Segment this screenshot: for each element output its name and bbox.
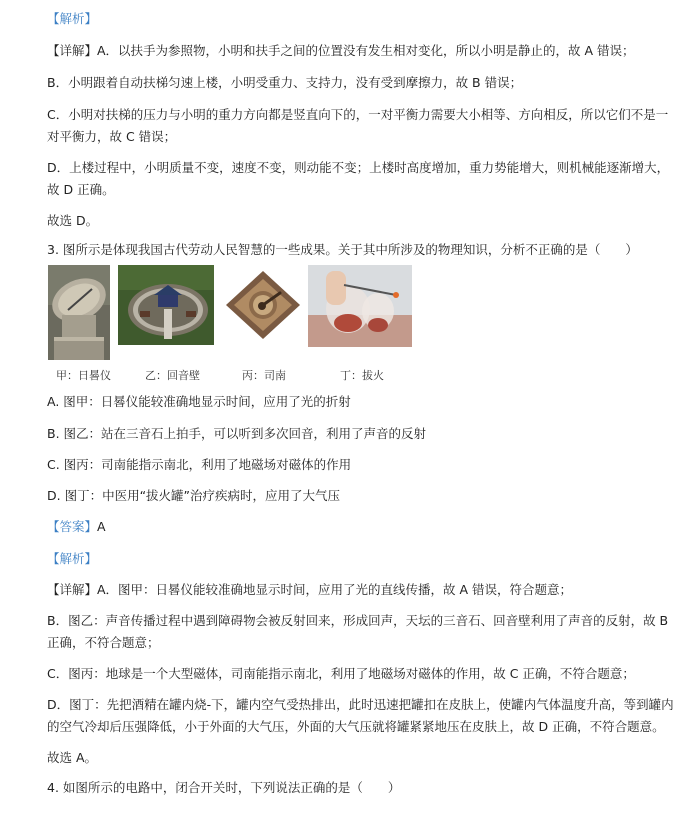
caption-south-pointer: 丙：司南	[242, 369, 286, 382]
choose-d: 故选 D。	[47, 213, 99, 228]
option-d: D. 图丁：中医用“拔火罐”治疗疾病时，应用了大气压	[47, 488, 341, 503]
caption-echo-wall: 乙：回音壁	[145, 369, 200, 382]
option-a: A. 图甲：日晷仪能较准确地显示时间，应用了光的折射	[47, 394, 351, 409]
caption-cupping: 丁：拔火	[340, 369, 384, 382]
question-4-stem: 4. 如图所示的电路中，闭合开关时，下列说法正确的是（ ）	[47, 780, 401, 795]
explanation-d-2: 的空气冷却后压强降低，小于外面的大气压，外面的大气压就将罐紧紧地压在皮肤上，故 D 正确，不符合题意。	[47, 719, 665, 734]
explanation-b-2: 正确，不符合题意；	[47, 635, 160, 650]
option-c-explanation-1: C．小明对扶梯的压力与小明的重力方向都是竖直向下的，一对平衡力需要大小相等、方向相反，所以它们不是一	[47, 107, 669, 122]
option-b: B. 图乙：站在三音石上拍手，可以听到多次回音，利用了声音的反射	[47, 426, 427, 441]
option-b-explanation: B．小明跟着自动扶梯匀速上楼，小明受重力、支持力，没有受到摩擦力，故 B 错误；	[47, 75, 523, 90]
sundial-image	[48, 265, 110, 360]
analysis-tag-2: 【解析】	[47, 551, 98, 566]
detail-a-2: 【详解】A．图甲：日晷仪能较准确地显示时间，应用了光的直线传播，故 A 错误，符合题意；	[47, 582, 573, 597]
south-pointer-image	[222, 265, 304, 345]
analysis-tag: 【解析】	[47, 11, 98, 26]
option-c: C. 图丙：司南能指示南北，利用了地磁场对磁体的作用	[47, 457, 352, 472]
caption-sundial: 甲：日晷仪	[56, 369, 111, 382]
explanation-c: C．图丙：地球是一个大型磁体，司南能指示南北，利用了地磁场对磁体的作用，故 C 正确，不符合题意；	[47, 666, 635, 681]
answer-value: A	[97, 519, 106, 534]
option-d-explanation-1: D．上楼过程中，小明质量不变，速度不变，则动能不变；上楼时高度增加，重力势能增大，则机械能逐渐增大，	[47, 160, 670, 175]
question-3-stem: 3. 图所示是体现我国古代劳动人民智慧的一些成果。关于其中所涉及的物理知识，分析不正确的是（ ）	[47, 242, 638, 257]
option-d-explanation-2: 故 D 正确。	[47, 182, 115, 197]
detail-a: 【详解】A．以扶手为参照物，小明和扶手之间的位置没有发生相对变化，所以小明是静止的，故 A 错误；	[47, 43, 635, 58]
explanation-d-1: D．图丁：先把酒精在罐内烧-下，罐内空气受热排出，此时迅速把罐扣在皮肤上，使罐内气体温度升高，等到罐内	[47, 697, 674, 712]
explanation-b-1: B．图乙：声音传播过程中遇到障碍物会被反射回来，形成回声，天坛的三音石、回音壁利用了声音的反射，故 B	[47, 613, 669, 628]
answer-tag: 【答案】	[47, 519, 98, 534]
choose-a: 故选 A。	[47, 750, 98, 765]
answer-line	[47, 518, 647, 535]
cupping-image	[308, 265, 412, 347]
echo-wall-image	[118, 265, 214, 345]
option-c-explanation-2: 对平衡力，故 C 错误；	[47, 129, 177, 144]
